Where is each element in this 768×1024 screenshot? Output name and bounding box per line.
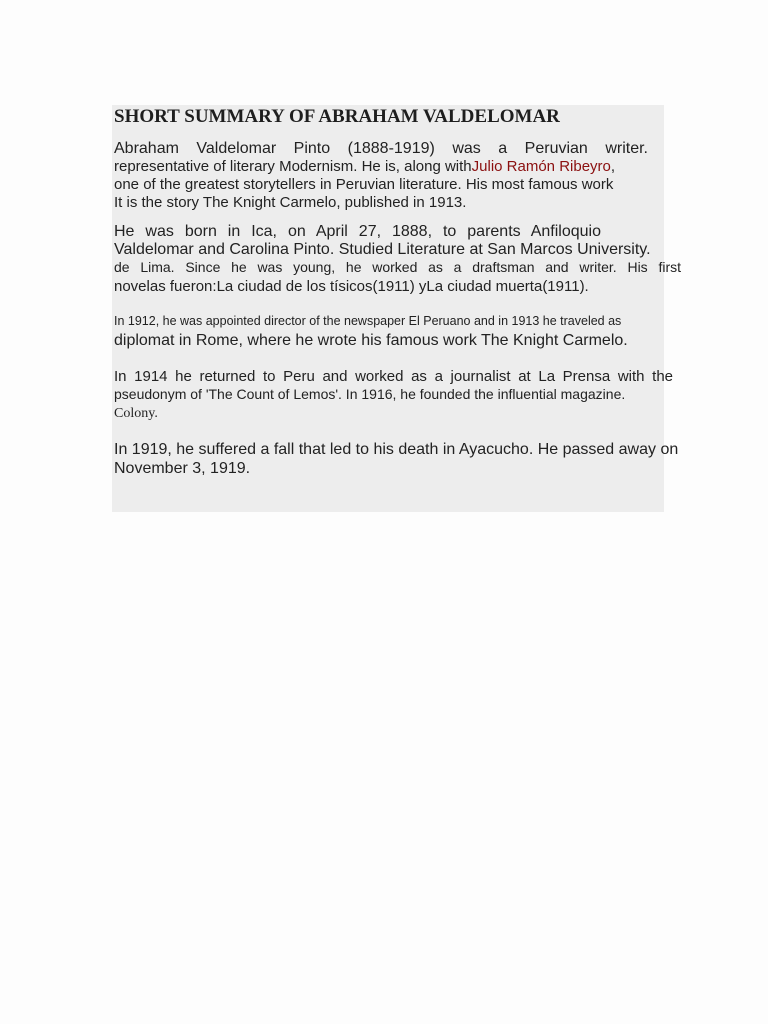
p1-line-2-comma: , xyxy=(610,158,616,175)
p5-line-2: November 3, 1919. xyxy=(114,460,251,477)
p2-line-1: He was born in Ica, on April 27, 1888, to parents Anfiloquio xyxy=(114,223,601,240)
p4-line-2: pseudonym of 'The Count of Lemos'. In 1916, he founded the influential magazine. xyxy=(114,386,626,402)
p2-line-2: Valdelomar and Carolina Pinto. Studied Literature at San Marcos University. xyxy=(114,241,651,258)
p1-line-4: It is the story The Knight Carmelo, published in 1913. xyxy=(114,194,467,211)
p1-line-1: Abraham Valdelomar Pinto (1888-1919) was a Peruvian writer. xyxy=(114,140,648,157)
p4-line-1: In 1914 he returned to Peru and worked as a journalist at La Prensa with the xyxy=(114,368,673,385)
p4-line-3: Colony. xyxy=(114,406,158,421)
p3-line-2: diplomat in Rome, where he wrote his famous work The Knight Carmelo. xyxy=(114,332,628,349)
ribeyro-link[interactable]: Julio Ramón Ribeyro xyxy=(471,158,611,175)
p2-line-3: de Lima. Since he was young, he worked as a draftsman and writer. His first xyxy=(114,259,681,275)
p5-line-1: In 1919, he suffered a fall that led to his death in Ayacucho. He passed away on xyxy=(114,441,679,458)
p1-line-3: one of the greatest storytellers in Peruvian literature. His most famous work xyxy=(114,176,614,193)
p3-line-1: In 1912, he was appointed director of the newspaper El Peruano and in 1913 he traveled as xyxy=(114,314,622,328)
p1-line-2 xyxy=(114,158,658,176)
p1-line-2-text: representative of literary Modernism. He is, along with xyxy=(114,158,472,175)
p2-line-4: novelas fueron:La ciudad de los tísicos(1911) yLa ciudad muerta(1911). xyxy=(114,278,589,295)
document-title: SHORT SUMMARY OF ABRAHAM VALDELOMAR xyxy=(114,106,560,127)
